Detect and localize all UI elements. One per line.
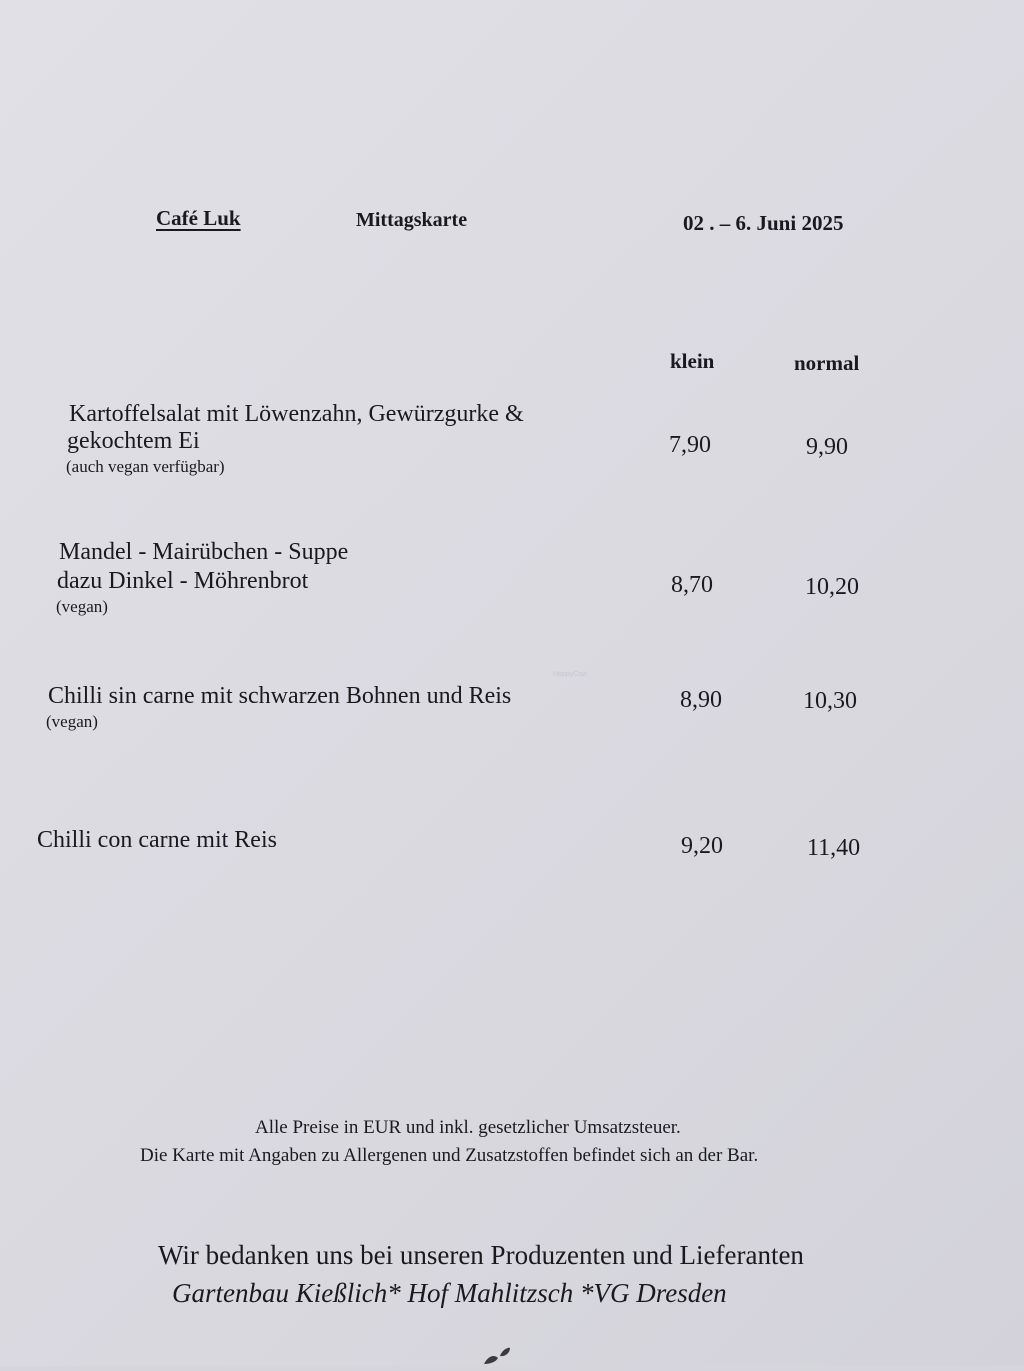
- leaf-icon: [482, 1344, 512, 1366]
- thanks-line: Wir bedanken uns bei unseren Produzenten und Lieferanten: [158, 1240, 804, 1270]
- allergen-note: Die Karte mit Angaben zu Allergenen und Zusatzstoffen befindet sich an der Bar.: [140, 1145, 759, 1166]
- dish-4-name-line1: Chilli con carne mit Reis: [37, 827, 277, 853]
- dish-2-note: (vegan): [56, 597, 108, 616]
- column-header-klein: klein: [670, 349, 715, 373]
- dish-4-price-klein: 9,20: [681, 833, 723, 859]
- dish-4-price-normal: 11,40: [807, 835, 861, 861]
- suppliers-line: Gartenbau Kießlich* Hof Mahlitzsch *VG Dresden: [172, 1278, 727, 1308]
- cafe-name: Café Luk: [156, 206, 241, 230]
- dish-3-price-normal: 10,30: [803, 688, 857, 714]
- dish-1-name-line1: Kartoffelsalat mit Löwenzahn, Gewürzgurke &: [69, 401, 524, 427]
- prices-note: Alle Preise in EUR und inkl. gesetzlicher Umsatzsteuer.: [255, 1117, 681, 1138]
- dish-3-price-klein: 8,90: [680, 687, 722, 713]
- dish-2-name-line2: dazu Dinkel - Möhrenbrot: [57, 568, 309, 594]
- dish-3-name-line1: Chilli sin carne mit schwarzen Bohnen und Reis: [48, 683, 512, 709]
- dish-2-name-line1: Mandel - Mairübchen - Suppe: [59, 539, 349, 565]
- dish-1-price-klein: 7,90: [669, 432, 711, 458]
- dish-1-price-normal: 9,90: [806, 434, 848, 460]
- dish-1-name-line2: gekochtem Ei: [67, 428, 200, 454]
- column-header-normal: normal: [794, 351, 860, 375]
- dish-2-price-normal: 10,20: [805, 574, 859, 600]
- dish-2-price-klein: 8,70: [671, 572, 713, 598]
- watermark-text: HappyCow: [553, 671, 588, 678]
- dish-1-note: (auch vegan verfügbar): [66, 457, 225, 476]
- dish-3-note: (vegan): [46, 712, 98, 731]
- menu-title: Mittagskarte: [356, 209, 468, 231]
- date-range: 02 . – 6. Juni 2025: [683, 211, 844, 235]
